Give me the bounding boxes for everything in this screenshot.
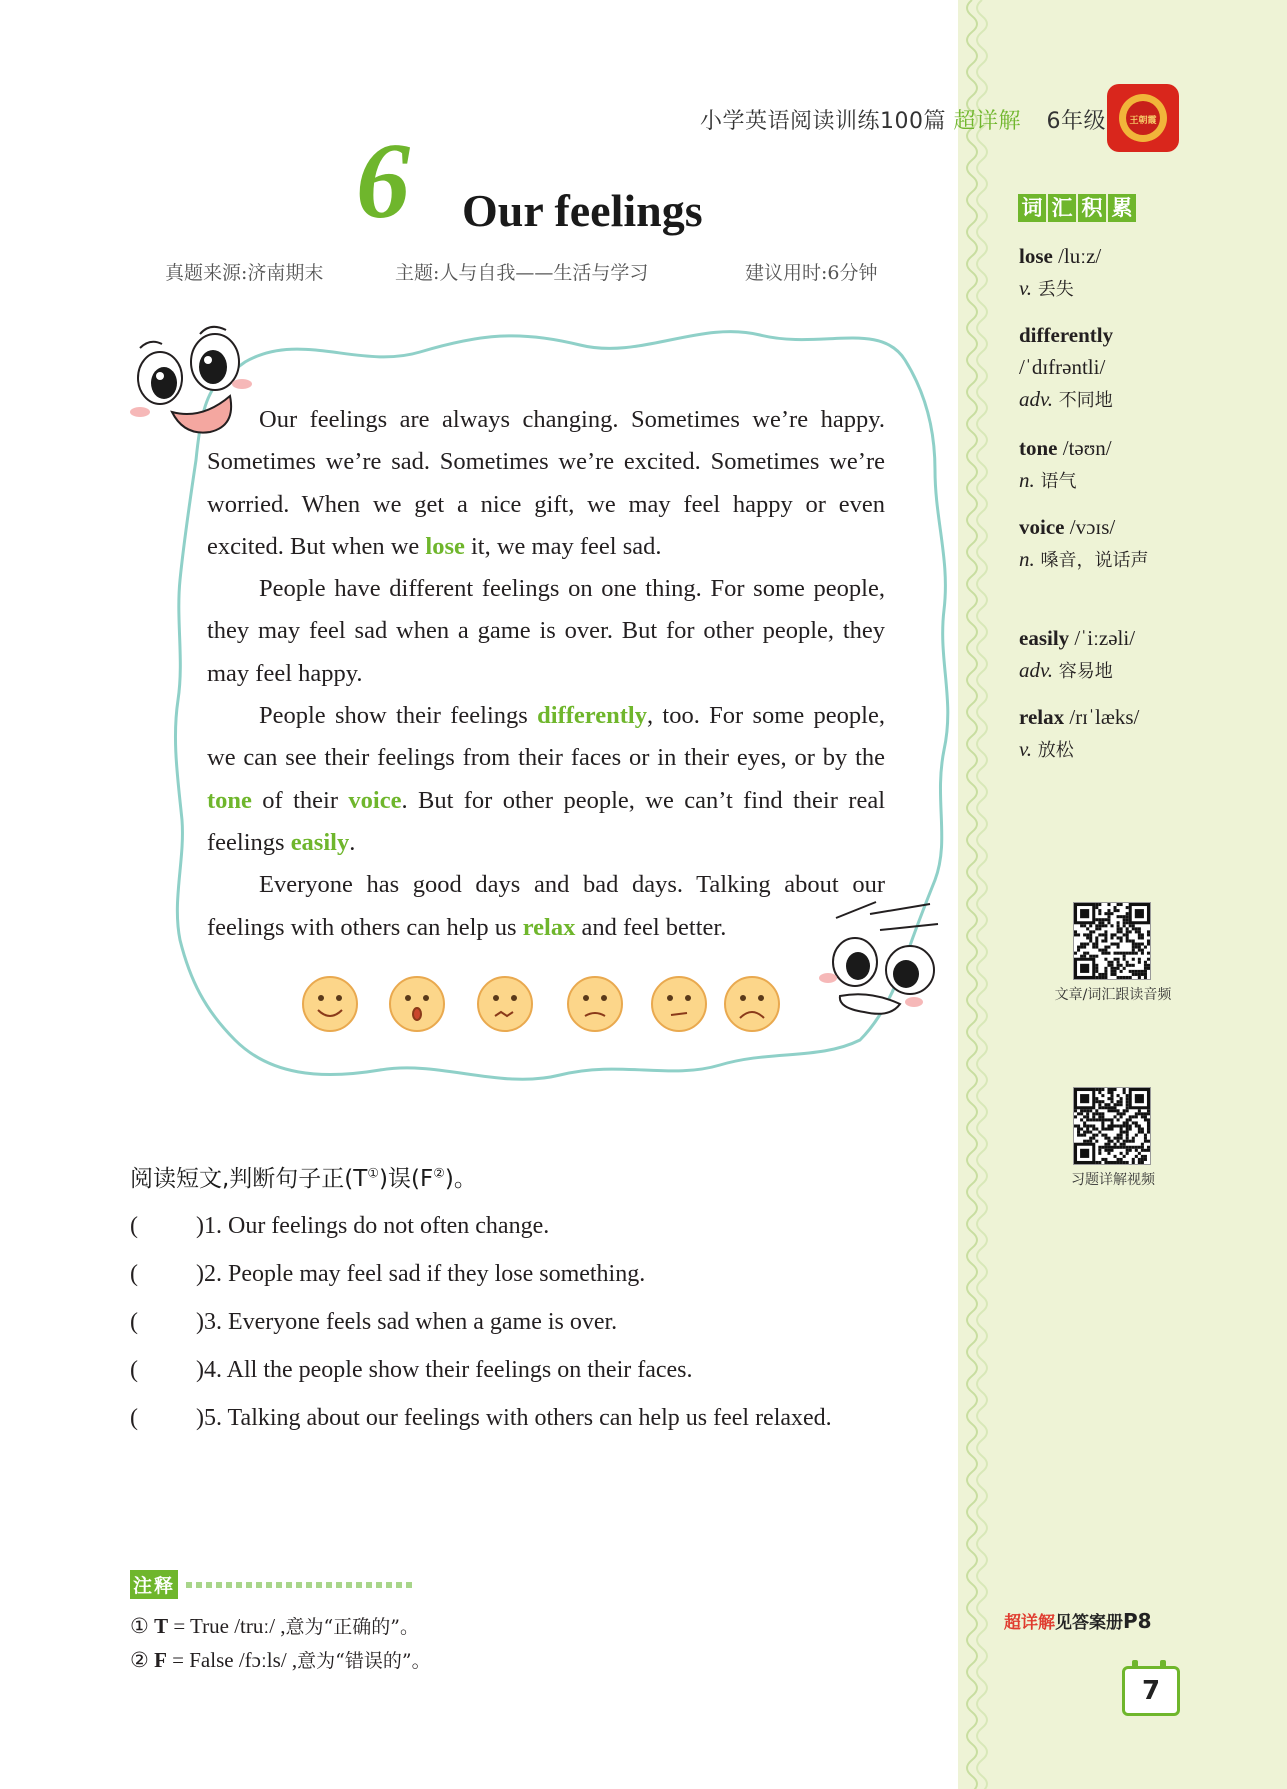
qr-code-video[interactable] bbox=[1073, 1087, 1151, 1165]
answer-blank-5[interactable]: ( bbox=[130, 1405, 138, 1431]
keyword-differently: differently bbox=[537, 702, 647, 730]
angry-emoji-icon bbox=[478, 977, 532, 1031]
keyword-tone: tone bbox=[207, 786, 252, 814]
meta-time: 建议用时:6分钟 bbox=[745, 262, 878, 284]
answer-reference: 超详解见答案册P8 bbox=[1004, 1609, 1152, 1633]
note-1: ① T = True /truː/ ,意为“正确的”。 bbox=[130, 1614, 419, 1638]
keyword-voice: voice bbox=[348, 786, 402, 814]
paragraph-1: Our feelings are always changing. Sometimes we’re happy. Sometimes we’re sad. Sometimes we’re excited. Sometimes we’re worried. When we get a nice gift, we may feel happy or even excited. But when we lose it, we may feel sad. bbox=[207, 406, 885, 560]
note-2: ② F = False /fɔːls/ ,意为“错误的”。 bbox=[130, 1648, 431, 1672]
keyword-lose: lose bbox=[425, 532, 465, 560]
lesson-title: Our feelings bbox=[462, 185, 703, 236]
notes-divider bbox=[186, 1582, 412, 1588]
answer-blank-1[interactable]: ( bbox=[130, 1213, 138, 1239]
lesson-number: 6 bbox=[356, 122, 410, 241]
answer-blank-4[interactable]: ( bbox=[130, 1357, 138, 1383]
answer-blank-2[interactable]: ( bbox=[130, 1261, 138, 1287]
grade-label: 6年级 bbox=[1046, 109, 1107, 134]
qr-code-audio[interactable] bbox=[1073, 902, 1151, 980]
paragraph-3: People show their feelings differently, too. For some people, we can see their feelings from their faces or in their eyes, or by the tone of their voice. But for other people, we can’t find their real feelings easily. bbox=[207, 702, 885, 856]
qr-caption-video: 习题详解视频 bbox=[1071, 1172, 1155, 1188]
vocab-item-voice: voice /vɔɪs/ n. 嗓音，说话声 bbox=[1019, 515, 1149, 571]
vocab-item-easily: easily /ˈiːzəli/ adv. 容易地 bbox=[1019, 626, 1136, 682]
sad-emoji-icon bbox=[568, 977, 622, 1031]
paragraph-4: Everyone has good days and bad days. Talking about our feelings with others can help us relax and feel better. bbox=[207, 871, 885, 941]
vocab-item-relax: relax /rɪˈlæks/ v. 放松 bbox=[1019, 705, 1140, 761]
keyword-relax: relax bbox=[522, 913, 576, 941]
publisher-logo: 王朝霞 bbox=[1107, 84, 1179, 152]
paragraph-2: People have different feelings on one thing. For some people, they may feel sad when a game is over. But for other people, they may feel happy. bbox=[207, 575, 885, 687]
footnote-ref-2: ② bbox=[433, 1166, 445, 1182]
question-4: ( )4. All the people show their feelings on their faces. bbox=[130, 1357, 693, 1383]
notes-label: 注释 bbox=[130, 1570, 178, 1599]
footnote-ref-1: ① bbox=[367, 1166, 379, 1182]
laughing-emoji-icon bbox=[303, 977, 357, 1031]
vocab-title: 词 汇 积 累 bbox=[1018, 194, 1138, 222]
question-5: ( )5. Talking about our feelings with others can help us feel relaxed. bbox=[130, 1405, 832, 1431]
meta-source: 真题来源:济南期末 bbox=[165, 262, 324, 284]
vocab-item-tone: tone /təʊn/ n. 语气 bbox=[1019, 436, 1112, 492]
question-1: ( )1. Our feelings do not often change. bbox=[130, 1213, 550, 1239]
suspicious-emoji-icon bbox=[652, 977, 706, 1031]
qr-caption-audio: 文章/词汇跟读音频 bbox=[1054, 987, 1172, 1003]
vocab-item-differently: differently /ˈdɪfrəntli/ adv. 不同地 bbox=[1019, 323, 1114, 411]
vocab-item-lose: lose /luːz/ v. 丢失 bbox=[1019, 244, 1102, 300]
crying-emoji-icon bbox=[725, 977, 779, 1031]
reading-passage bbox=[207, 399, 885, 949]
keyword-easily: easily bbox=[290, 828, 350, 856]
emoji-row bbox=[303, 977, 779, 1031]
answer-blank-3[interactable]: ( bbox=[130, 1309, 138, 1335]
page-number: 7 bbox=[1122, 1666, 1180, 1716]
book-title: 小学英语阅读训练100篇 bbox=[700, 109, 946, 134]
exercise-instruction: 阅读短文,判断句子正(T①)误(F②)。 bbox=[130, 1166, 477, 1192]
question-2: ( )2. People may feel sad if they lose something. bbox=[130, 1261, 646, 1287]
series-name: 超详解 bbox=[953, 109, 1022, 134]
meta-theme: 主题:人与自我——生活与学习 bbox=[395, 262, 649, 284]
surprised-emoji-icon bbox=[390, 977, 444, 1031]
question-3: ( )3. Everyone feels sad when a game is over. bbox=[130, 1309, 618, 1335]
